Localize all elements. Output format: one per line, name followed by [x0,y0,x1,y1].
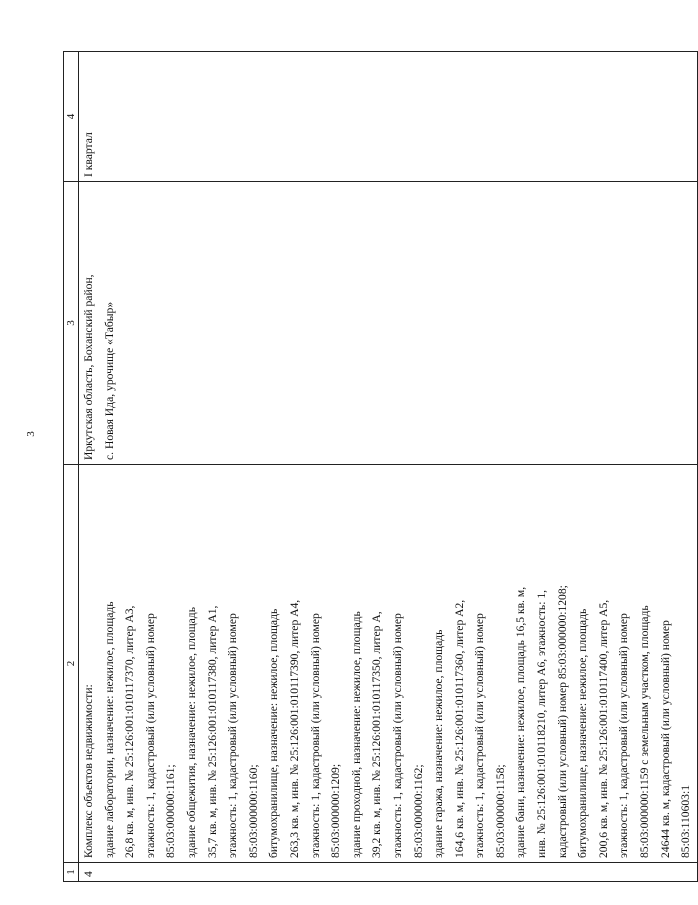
header-col-2: 2 [64,465,79,863]
description-line: кадастровый (или условный) номер 85:03:000000:1208; [555,585,569,858]
description-line: 85:03:000000:1158; [493,764,507,858]
page-number: 3 [24,431,37,437]
description-line: здание общежития, назначение: нежилое, площадь [184,607,198,858]
description-line: 164,6 кв. м, инв. № 25:126:001:010117360, литер А2, [452,599,466,858]
description-line: этажность: 1, кадастровый (или условный) номер [143,613,157,858]
rotated-page [63,52,693,882]
description-line: здание проходной, назначение: нежилое, площадь [349,611,363,858]
description-line: 24644 кв. м, кадастровый (или условный) номер [658,620,672,858]
property-description-cell [79,465,698,863]
description-line: битумохранилище, назначение: нежилое, площадь [267,608,281,858]
description-line: 263,3 кв. м, инв. № 25:126:001:010117390, литер А4, [287,599,301,858]
header-col-1: 1 [64,863,79,882]
property-table [63,51,698,882]
description-line: этажность: 1, кадастровый (или условный) номер [473,613,487,858]
description-line: 39,2 кв. м, инв. № 25:126:001:010117350, литер А, [370,611,384,858]
header-col-4: 4 [64,52,79,182]
description-line: этажность: 1, кадастровый (или условный) номер [308,613,322,858]
description-line: 26,8 кв. м, инв. № 25:126:001:010117370, литер А3, [123,605,137,858]
description-line: здание гаража, назначение: нежилое, площадь [432,629,446,858]
description-line: здание бани, назначение: нежилое, площадь 16,5 кв. м, [514,586,528,858]
term-cell [79,52,698,182]
description-line: 85:03:000000:1162; [411,764,425,858]
description-line: 35,7 кв. м, инв. № 25:126:001:010117380, литер А1, [205,605,219,858]
description-line: 85:03:000000:1161; [164,764,178,858]
term-value: I квартал [82,132,95,177]
description-line: 200,6 кв. м, инв. № 25:126:001:010117400, литер А5, [596,599,610,858]
description-line: Комплекс объектов недвижимости: [82,684,95,858]
description-line: здание лаборатории, назначение: нежилое, площадь [102,601,116,858]
description-line: 85:03:000000:1160; [246,764,260,858]
table-row [79,52,698,882]
description-line: 85:03:000000:1159 с земельным участком, площадь [638,605,652,858]
description-line: 85:03:000000:1209; [329,763,343,858]
description-line: этажность: 1, кадастровый (или условный) номер [390,613,404,858]
location-line: Иркутская область, Боханский район, [82,274,95,460]
description-line: этажность: 1, кадастровый (или условный) номер [617,613,631,858]
location-cell [79,182,698,465]
row-number: 4 [79,863,698,882]
header-col-3: 3 [64,182,79,465]
description-line: этажность: 1, кадастровый (или условный) номер [226,613,240,858]
description-line: 85:03:110603:1 [679,785,693,858]
description-line: инв. № 25:126:001:010118210, литер А6, этажность: 1, [535,589,549,858]
description-line: битумохранилище, назначение: нежилое, площадь [576,608,590,858]
table-header-row [64,52,79,882]
location-line: с. Новая Ида, урочище «Табыр» [102,301,116,460]
